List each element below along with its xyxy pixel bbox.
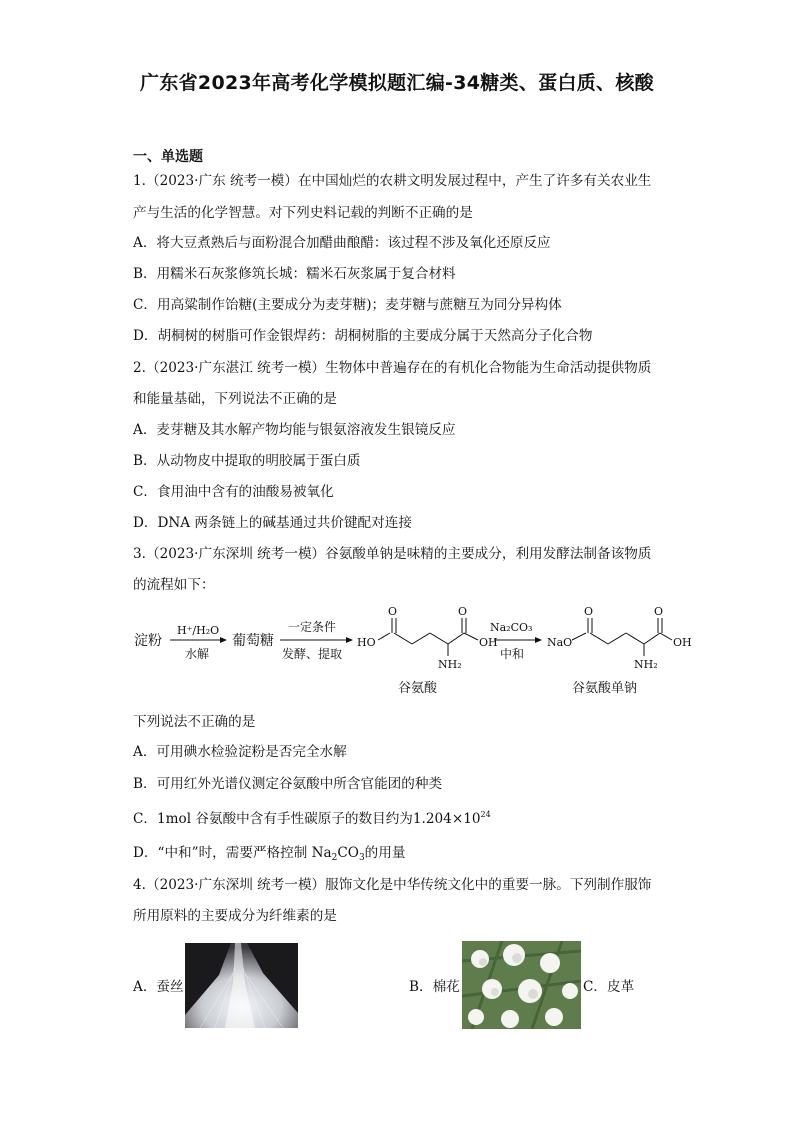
q3-option-d-formula-sub1: 2 xyxy=(331,853,338,863)
q4-option-a: A．蚕丝 xyxy=(133,979,184,995)
glutamic-acid-structure xyxy=(378,618,478,656)
q1-stem-line1: 1.（2023·广东 统考一模）在中国灿烂的农耕文明发展过程中，产生了许多有关农业生 xyxy=(133,173,652,189)
q2-option-b: B．从动物皮中提取的明胶属于蛋白质 xyxy=(133,453,361,469)
q1-option-d: D．胡桐树的树脂可作金银焊药：胡桐树脂的主要成分属于天然高分子化合物 xyxy=(133,328,593,344)
scheme-arrow3-top: Na₂CO₃ xyxy=(490,621,533,634)
q3-stem-line2: 的流程如下： xyxy=(133,577,215,593)
reaction-scheme-diagram xyxy=(128,600,698,705)
q3-option-d xyxy=(133,844,405,867)
q1-option-a: A．将大豆煮熟后与面粉混合加醋曲酿醋：该过程不涉及氧化还原反应 xyxy=(133,235,551,251)
q4-option-b: B．棉花 xyxy=(409,979,460,995)
q3-option-d-formula-sub2: 3 xyxy=(358,853,365,863)
q1-option-b: B．用糯米石灰浆修筑长城：糯米石灰浆属于复合材料 xyxy=(133,266,456,282)
scheme-arrow1-top: H⁺/H₂O xyxy=(177,624,220,637)
q3-option-c-exponent: 24 xyxy=(480,810,491,819)
msg-atom-nao: NaO xyxy=(547,636,573,649)
q3-option-d-text: D．“中和”时，需要严格控制 xyxy=(133,845,312,861)
q3-option-c-text: C．1mol 谷氨酸中含有手性碳原子的数目约为 xyxy=(133,811,413,827)
glu-label: 谷氨酸 xyxy=(398,681,438,696)
q1-option-c: C．用高粱制作饴糖(主要成分为麦芽糖)；麦芽糖与蔗糖互为同分异构体 xyxy=(133,297,562,313)
scheme-arrow2-bottom: 发酵、提取 xyxy=(282,647,343,661)
q2-option-a: A．麦芽糖及其水解产物均能与银氨溶液发生银镜反应 xyxy=(133,422,456,438)
q4-stem-line2: 所用原料的主要成分为纤维素的是 xyxy=(133,908,337,924)
q3-option-b: B．可用红外光谱仪测定谷氨酸中所含官能团的种类 xyxy=(133,776,443,792)
q2-option-d: D．DNA 两条链上的碱基通过共价键配对连接 xyxy=(133,515,412,531)
q3-option-c-value: 1.204 xyxy=(412,811,452,827)
q3-option-d-formula-co: CO xyxy=(337,845,359,861)
q3-option-a: A．可用碘水检验淀粉是否完全水解 xyxy=(133,744,347,760)
q3-option-c xyxy=(133,806,491,828)
msg-atom-o1: O xyxy=(584,605,594,618)
q4-option-c: C．皮革 xyxy=(583,979,635,995)
scheme-starch: 淀粉 xyxy=(134,633,162,649)
cotton-photo xyxy=(462,941,581,1029)
scheme-arrow1-bottom: 水解 xyxy=(185,647,210,661)
section-heading: 一、单选题 xyxy=(133,149,203,165)
glu-atom-o1: O xyxy=(388,605,398,618)
q1-stem-line2: 产与生活的化学智慧。对下列史料记载的判断不正确的是 xyxy=(133,205,473,221)
q3-option-d-formula-na: Na xyxy=(311,845,332,861)
q2-stem-line2: 和能量基础，下列说法不正确的是 xyxy=(133,391,337,407)
msg-label: 谷氨酸单钠 xyxy=(572,681,638,696)
monosodium-glutamate-structure xyxy=(572,618,672,656)
scheme-arrow2-head xyxy=(346,637,353,643)
scheme-arrow3-head xyxy=(535,637,542,643)
scheme-glucose: 葡萄糖 xyxy=(232,633,274,649)
glu-atom-o2: O xyxy=(458,605,468,618)
msg-atom-o2: O xyxy=(654,605,664,618)
msg-atom-oh: OH xyxy=(673,636,692,649)
q2-stem-line1: 2.（2023·广东湛江 统考一模）生物体中普遍存在的有机化合物能为生命活动提供物质 xyxy=(133,360,652,376)
glu-atom-ho: HO xyxy=(357,636,376,649)
q3-prompt: 下列说法不正确的是 xyxy=(133,714,256,730)
scheme-arrow1-head xyxy=(220,637,227,643)
scheme-arrow2-top: 一定条件 xyxy=(288,620,337,634)
scheme-arrow3-bottom: 中和 xyxy=(500,647,525,661)
q3-option-c-times: ×10 xyxy=(451,811,481,827)
msg-atom-nh2: NH₂ xyxy=(634,658,658,671)
glu-atom-oh: OH xyxy=(479,636,498,649)
q3-option-d-tail: 的用量 xyxy=(364,845,406,861)
glu-atom-nh2: NH₂ xyxy=(438,658,462,671)
q2-option-c: C．食用油中含有的油酸易被氧化 xyxy=(133,484,334,500)
page-title: 广东省2023年高考化学模拟题汇编-34糖类、蛋白质、核酸 xyxy=(140,72,654,94)
silk-photo xyxy=(185,943,298,1028)
q3-stem-line1: 3.（2023·广东深圳 统考一模）谷氨酸单钠是味精的主要成分，利用发酵法制备该物质 xyxy=(133,546,652,562)
q4-stem-line1: 4.（2023·广东深圳 统考一模）服饰文化是中华传统文化中的重要一脉。下列制作服饰 xyxy=(133,877,652,893)
